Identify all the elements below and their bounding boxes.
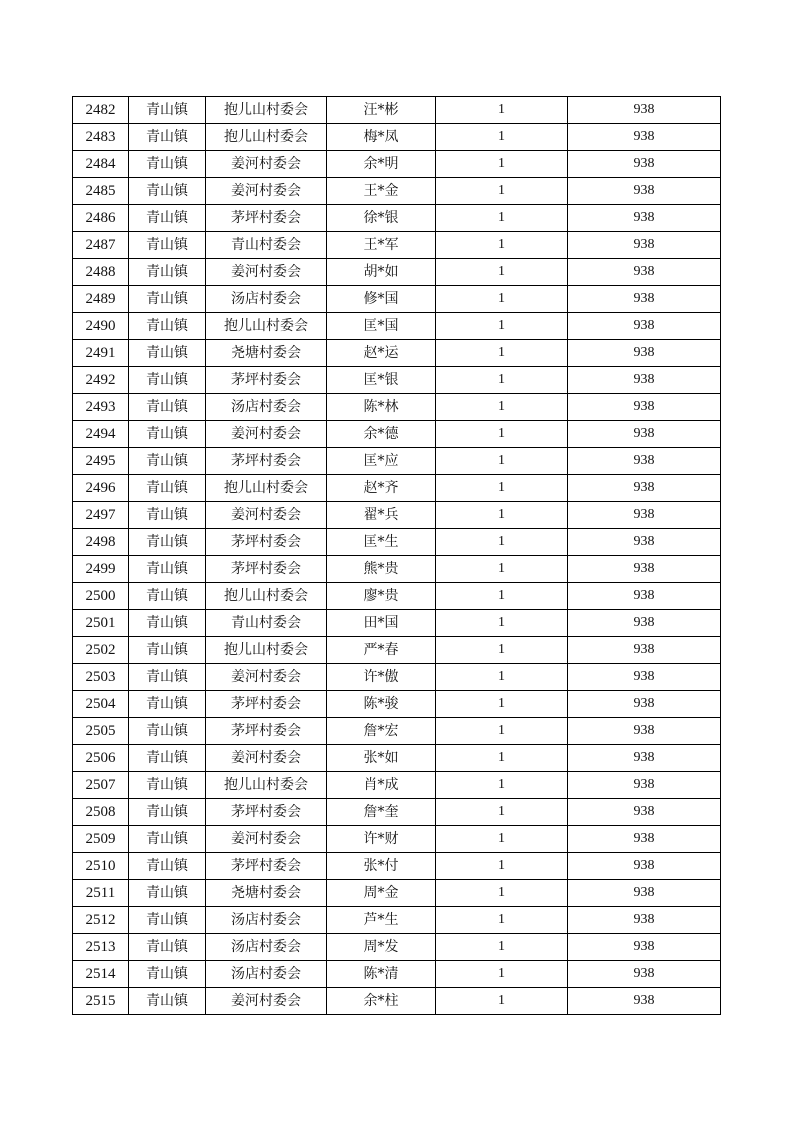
cell-id: 2506	[73, 745, 129, 772]
cell-name: 匡*应	[327, 448, 436, 475]
cell-town: 青山镇	[129, 826, 206, 853]
cell-count: 1	[436, 988, 568, 1015]
cell-id: 2486	[73, 205, 129, 232]
cell-village: 姜河村委会	[206, 259, 327, 286]
table-row	[73, 934, 721, 961]
cell-name: 周*发	[327, 934, 436, 961]
table-row	[73, 232, 721, 259]
table-row	[73, 961, 721, 988]
cell-town: 青山镇	[129, 691, 206, 718]
cell-count: 1	[436, 205, 568, 232]
cell-village: 姜河村委会	[206, 502, 327, 529]
table-row	[73, 340, 721, 367]
cell-id: 2513	[73, 934, 129, 961]
cell-village: 抱儿山村委会	[206, 637, 327, 664]
cell-count: 1	[436, 178, 568, 205]
table-row	[73, 880, 721, 907]
cell-amount: 938	[568, 529, 721, 556]
cell-name: 徐*银	[327, 205, 436, 232]
cell-village: 茅坪村委会	[206, 448, 327, 475]
cell-amount: 938	[568, 826, 721, 853]
cell-amount: 938	[568, 718, 721, 745]
cell-name: 詹*奎	[327, 799, 436, 826]
cell-name: 余*明	[327, 151, 436, 178]
cell-amount: 938	[568, 97, 721, 124]
cell-id: 2488	[73, 259, 129, 286]
table-row	[73, 151, 721, 178]
table-row	[73, 583, 721, 610]
cell-name: 赵*齐	[327, 475, 436, 502]
cell-count: 1	[436, 799, 568, 826]
cell-town: 青山镇	[129, 880, 206, 907]
cell-count: 1	[436, 853, 568, 880]
cell-name: 芦*生	[327, 907, 436, 934]
cell-town: 青山镇	[129, 907, 206, 934]
cell-town: 青山镇	[129, 421, 206, 448]
cell-village: 尧塘村委会	[206, 880, 327, 907]
cell-id: 2485	[73, 178, 129, 205]
cell-town: 青山镇	[129, 934, 206, 961]
cell-town: 青山镇	[129, 610, 206, 637]
cell-count: 1	[436, 934, 568, 961]
cell-village: 姜河村委会	[206, 421, 327, 448]
table-row	[73, 529, 721, 556]
cell-amount: 938	[568, 664, 721, 691]
cell-id: 2483	[73, 124, 129, 151]
cell-name: 张*如	[327, 745, 436, 772]
cell-village: 汤店村委会	[206, 934, 327, 961]
cell-town: 青山镇	[129, 718, 206, 745]
cell-count: 1	[436, 664, 568, 691]
cell-amount: 938	[568, 988, 721, 1015]
table-row	[73, 826, 721, 853]
cell-id: 2491	[73, 340, 129, 367]
cell-id: 2505	[73, 718, 129, 745]
cell-name: 匡*国	[327, 313, 436, 340]
cell-count: 1	[436, 745, 568, 772]
table-row	[73, 799, 721, 826]
cell-amount: 938	[568, 853, 721, 880]
table-row	[73, 664, 721, 691]
table-row	[73, 691, 721, 718]
table-row	[73, 475, 721, 502]
cell-count: 1	[436, 286, 568, 313]
cell-town: 青山镇	[129, 799, 206, 826]
cell-id: 2496	[73, 475, 129, 502]
table-row	[73, 448, 721, 475]
cell-count: 1	[436, 232, 568, 259]
cell-amount: 938	[568, 259, 721, 286]
cell-village: 茅坪村委会	[206, 718, 327, 745]
table-row	[73, 205, 721, 232]
cell-id: 2500	[73, 583, 129, 610]
table-row	[73, 313, 721, 340]
cell-count: 1	[436, 556, 568, 583]
cell-town: 青山镇	[129, 394, 206, 421]
cell-id: 2497	[73, 502, 129, 529]
cell-count: 1	[436, 340, 568, 367]
cell-town: 青山镇	[129, 664, 206, 691]
cell-village: 抱儿山村委会	[206, 583, 327, 610]
cell-count: 1	[436, 367, 568, 394]
cell-village: 茅坪村委会	[206, 367, 327, 394]
cell-name: 陈*清	[327, 961, 436, 988]
cell-village: 姜河村委会	[206, 151, 327, 178]
table-row	[73, 772, 721, 799]
cell-id: 2490	[73, 313, 129, 340]
cell-town: 青山镇	[129, 988, 206, 1015]
cell-name: 汪*彬	[327, 97, 436, 124]
cell-amount: 938	[568, 367, 721, 394]
cell-id: 2495	[73, 448, 129, 475]
cell-id: 2509	[73, 826, 129, 853]
table-row	[73, 718, 721, 745]
cell-village: 抱儿山村委会	[206, 97, 327, 124]
cell-amount: 938	[568, 772, 721, 799]
cell-town: 青山镇	[129, 151, 206, 178]
cell-village: 汤店村委会	[206, 961, 327, 988]
cell-id: 2512	[73, 907, 129, 934]
table-row	[73, 124, 721, 151]
cell-name: 陈*骏	[327, 691, 436, 718]
cell-name: 熊*贵	[327, 556, 436, 583]
cell-village: 茅坪村委会	[206, 205, 327, 232]
cell-count: 1	[436, 313, 568, 340]
cell-town: 青山镇	[129, 475, 206, 502]
cell-count: 1	[436, 151, 568, 178]
cell-name: 翟*兵	[327, 502, 436, 529]
cell-name: 匡*银	[327, 367, 436, 394]
cell-count: 1	[436, 583, 568, 610]
cell-name: 余*德	[327, 421, 436, 448]
table-row	[73, 556, 721, 583]
cell-amount: 938	[568, 502, 721, 529]
cell-name: 詹*宏	[327, 718, 436, 745]
cell-count: 1	[436, 421, 568, 448]
table-body	[73, 97, 721, 1015]
cell-amount: 938	[568, 340, 721, 367]
cell-name: 田*国	[327, 610, 436, 637]
cell-id: 2514	[73, 961, 129, 988]
cell-name: 王*金	[327, 178, 436, 205]
cell-town: 青山镇	[129, 583, 206, 610]
table-row	[73, 259, 721, 286]
cell-id: 2492	[73, 367, 129, 394]
cell-name: 修*国	[327, 286, 436, 313]
cell-amount: 938	[568, 124, 721, 151]
cell-village: 姜河村委会	[206, 664, 327, 691]
cell-count: 1	[436, 529, 568, 556]
cell-village: 青山村委会	[206, 610, 327, 637]
cell-id: 2499	[73, 556, 129, 583]
cell-village: 青山村委会	[206, 232, 327, 259]
cell-name: 张*付	[327, 853, 436, 880]
cell-name: 王*军	[327, 232, 436, 259]
cell-amount: 938	[568, 178, 721, 205]
cell-village: 姜河村委会	[206, 826, 327, 853]
cell-village: 汤店村委会	[206, 907, 327, 934]
cell-count: 1	[436, 907, 568, 934]
table-row	[73, 394, 721, 421]
cell-count: 1	[436, 772, 568, 799]
cell-id: 2511	[73, 880, 129, 907]
cell-id: 2494	[73, 421, 129, 448]
cell-count: 1	[436, 610, 568, 637]
cell-id: 2508	[73, 799, 129, 826]
cell-village: 汤店村委会	[206, 394, 327, 421]
cell-amount: 938	[568, 232, 721, 259]
cell-amount: 938	[568, 448, 721, 475]
cell-amount: 938	[568, 151, 721, 178]
cell-amount: 938	[568, 286, 721, 313]
table-row	[73, 502, 721, 529]
table-row	[73, 421, 721, 448]
cell-town: 青山镇	[129, 205, 206, 232]
cell-id: 2501	[73, 610, 129, 637]
cell-count: 1	[436, 448, 568, 475]
cell-count: 1	[436, 124, 568, 151]
cell-id: 2482	[73, 97, 129, 124]
cell-amount: 938	[568, 421, 721, 448]
table-row	[73, 745, 721, 772]
cell-village: 姜河村委会	[206, 745, 327, 772]
cell-amount: 938	[568, 934, 721, 961]
cell-town: 青山镇	[129, 340, 206, 367]
cell-amount: 938	[568, 205, 721, 232]
cell-id: 2484	[73, 151, 129, 178]
cell-amount: 938	[568, 394, 721, 421]
table-row	[73, 97, 721, 124]
cell-amount: 938	[568, 907, 721, 934]
cell-town: 青山镇	[129, 772, 206, 799]
cell-town: 青山镇	[129, 313, 206, 340]
cell-name: 周*金	[327, 880, 436, 907]
cell-name: 梅*凤	[327, 124, 436, 151]
cell-count: 1	[436, 97, 568, 124]
cell-village: 茅坪村委会	[206, 853, 327, 880]
cell-name: 严*春	[327, 637, 436, 664]
cell-name: 赵*运	[327, 340, 436, 367]
cell-amount: 938	[568, 610, 721, 637]
cell-name: 陈*林	[327, 394, 436, 421]
cell-town: 青山镇	[129, 232, 206, 259]
cell-name: 许*傲	[327, 664, 436, 691]
cell-village: 抱儿山村委会	[206, 313, 327, 340]
cell-town: 青山镇	[129, 637, 206, 664]
cell-id: 2515	[73, 988, 129, 1015]
cell-count: 1	[436, 394, 568, 421]
subsidy-table	[72, 96, 721, 1015]
cell-id: 2489	[73, 286, 129, 313]
cell-id: 2510	[73, 853, 129, 880]
cell-town: 青山镇	[129, 259, 206, 286]
cell-amount: 938	[568, 313, 721, 340]
cell-id: 2503	[73, 664, 129, 691]
cell-village: 尧塘村委会	[206, 340, 327, 367]
cell-town: 青山镇	[129, 178, 206, 205]
cell-town: 青山镇	[129, 556, 206, 583]
cell-count: 1	[436, 961, 568, 988]
cell-village: 抱儿山村委会	[206, 124, 327, 151]
cell-town: 青山镇	[129, 448, 206, 475]
cell-village: 抱儿山村委会	[206, 772, 327, 799]
cell-town: 青山镇	[129, 367, 206, 394]
cell-id: 2487	[73, 232, 129, 259]
cell-amount: 938	[568, 745, 721, 772]
cell-village: 茅坪村委会	[206, 691, 327, 718]
cell-id: 2504	[73, 691, 129, 718]
table-row	[73, 178, 721, 205]
cell-name: 许*财	[327, 826, 436, 853]
cell-village: 姜河村委会	[206, 988, 327, 1015]
cell-name: 肖*成	[327, 772, 436, 799]
table-row	[73, 286, 721, 313]
table-row	[73, 988, 721, 1015]
cell-village: 抱儿山村委会	[206, 475, 327, 502]
cell-amount: 938	[568, 637, 721, 664]
cell-count: 1	[436, 691, 568, 718]
cell-count: 1	[436, 826, 568, 853]
cell-count: 1	[436, 475, 568, 502]
cell-name: 余*柱	[327, 988, 436, 1015]
cell-town: 青山镇	[129, 286, 206, 313]
cell-id: 2502	[73, 637, 129, 664]
cell-count: 1	[436, 259, 568, 286]
cell-town: 青山镇	[129, 745, 206, 772]
cell-town: 青山镇	[129, 961, 206, 988]
cell-village: 姜河村委会	[206, 178, 327, 205]
cell-count: 1	[436, 718, 568, 745]
cell-amount: 938	[568, 556, 721, 583]
table-row	[73, 637, 721, 664]
cell-village: 汤店村委会	[206, 286, 327, 313]
cell-amount: 938	[568, 799, 721, 826]
table-row	[73, 367, 721, 394]
cell-village: 茅坪村委会	[206, 799, 327, 826]
cell-town: 青山镇	[129, 853, 206, 880]
cell-id: 2493	[73, 394, 129, 421]
table-row	[73, 853, 721, 880]
table-row	[73, 907, 721, 934]
cell-village: 茅坪村委会	[206, 529, 327, 556]
cell-village: 茅坪村委会	[206, 556, 327, 583]
cell-town: 青山镇	[129, 502, 206, 529]
cell-town: 青山镇	[129, 529, 206, 556]
cell-amount: 938	[568, 961, 721, 988]
cell-town: 青山镇	[129, 97, 206, 124]
cell-count: 1	[436, 502, 568, 529]
cell-amount: 938	[568, 880, 721, 907]
cell-amount: 938	[568, 691, 721, 718]
cell-name: 匡*生	[327, 529, 436, 556]
cell-id: 2507	[73, 772, 129, 799]
cell-amount: 938	[568, 583, 721, 610]
cell-count: 1	[436, 637, 568, 664]
cell-id: 2498	[73, 529, 129, 556]
cell-amount: 938	[568, 475, 721, 502]
cell-name: 胡*如	[327, 259, 436, 286]
cell-name: 廖*贵	[327, 583, 436, 610]
table-row	[73, 610, 721, 637]
cell-town: 青山镇	[129, 124, 206, 151]
cell-count: 1	[436, 880, 568, 907]
